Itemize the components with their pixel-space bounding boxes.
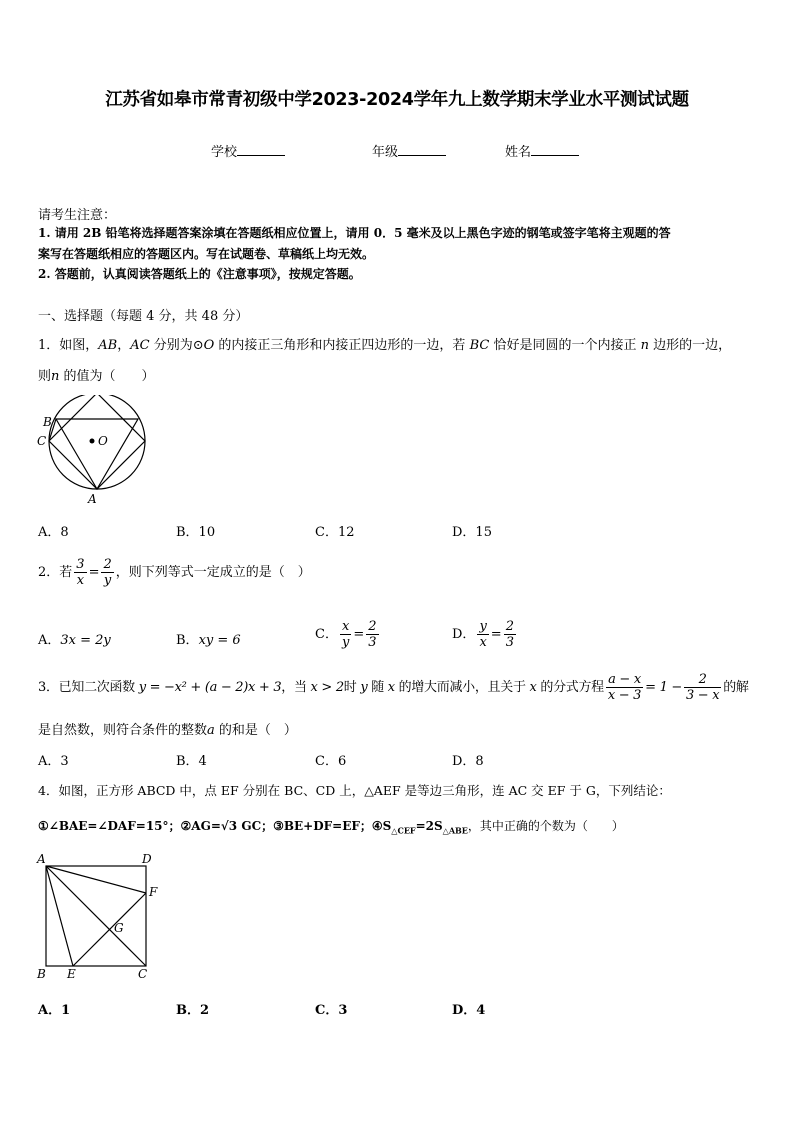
q1-option-d[interactable]: D．15 (452, 525, 492, 540)
q1-circle-figure (34, 395, 164, 507)
q4-option-c[interactable]: C．3 (315, 1003, 348, 1018)
label-b: B (37, 967, 46, 981)
q2-option-b[interactable]: B．xy = 6 (176, 633, 241, 648)
diagonal-ac (46, 866, 146, 966)
q1-option-b[interactable]: B．10 (176, 525, 216, 540)
q4-option-b[interactable]: B．2 (176, 1003, 210, 1018)
notice-item-1a: 1. 请用 2B 铅笔将选择题答案涂填在答题纸相应位置上，请用 0．5 毫米及以上黑色字迹的钢笔或签字笔将主观题的答 (38, 226, 671, 240)
notice-item-1b: 案写在答题纸相应的答题区内。写在试题卷、草稿纸上均无效。 (38, 247, 375, 261)
q3-stem-line2: 是自然数，则符合条件的整数a 的和是（ ） (38, 723, 297, 738)
label-c: C (37, 434, 47, 448)
label-d: D (142, 852, 152, 866)
q2-option-c[interactable]: C． $\frac{x}{y}$ = $\frac{2}{3}$ (315, 619, 377, 650)
label-g: G (114, 921, 124, 935)
label-o: O (98, 434, 108, 448)
q2-option-d[interactable]: D． $\frac{y}{x}$ = $\frac{2}{3}$ (452, 619, 514, 650)
q4-option-d[interactable]: D．4 (452, 1003, 486, 1018)
label-a: A (37, 852, 46, 866)
q1-stem-line2: 则n 的值为（ ） (38, 369, 155, 384)
q2-option-a[interactable]: A．3x = 2y (38, 633, 111, 648)
q1-option-c[interactable]: C．12 (315, 525, 355, 540)
q1-option-a[interactable]: A．8 (38, 525, 69, 540)
name-label: 姓名 (505, 145, 532, 160)
label-c: C (138, 967, 148, 981)
q4-option-a[interactable]: A．1 (38, 1003, 71, 1018)
label-b: B (43, 415, 52, 429)
section-heading: 一、选择题（每题 4 分，共 48 分） (38, 309, 249, 324)
notice-heading: 请考生注意： (38, 208, 117, 223)
q1-stem-line1: 1．如图，AB，AC 分别为⊙O 的内接正三角形和内接正四边形的一边，若 BC 恰好是同圆的一个内接正 n 边形的一边， (38, 338, 732, 353)
q3-option-a[interactable]: A．3 (38, 754, 69, 769)
school-field[interactable] (211, 141, 285, 160)
q2-stem: 2．若 $\frac{3}{x}$ = $\frac{2}{y}$ ，则下列等式一定成立的是（ ） (38, 557, 311, 588)
name-field[interactable] (505, 141, 579, 160)
center-point (90, 439, 95, 444)
q3-option-b[interactable]: B．4 (176, 754, 207, 769)
inscribed-triangle (56, 419, 138, 489)
grade-field[interactable] (372, 141, 446, 160)
label-a: A (88, 492, 97, 506)
q3-option-c[interactable]: C．6 (315, 754, 347, 769)
label-f: F (149, 885, 158, 899)
label-e: E (67, 967, 76, 981)
grade-label: 年级 (372, 145, 399, 160)
q3-stem-line1: 3．已知二次函数 y = −x² + (a − 2)x + 3，当 x > 2时 y 随 x 的增大而减小，且关于 x 的分式方程 $\frac{a - x}{x - 3}$ = 1 − $\frac{2}{3 - x}$ 的解 (38, 672, 749, 703)
q4-stem-line1: 4．如图，正方形 ABCD 中，点 EF 分别在 BC、CD 上，△AEF 是等边三角形，连 AC 交 EF 于 G，下列结论： (38, 783, 671, 798)
q3-option-d[interactable]: D．8 (452, 754, 484, 769)
circle-o (49, 395, 145, 489)
page-title: 江苏省如皋市常青初级中学2023-2024学年九上数学期末学业水平测试试题 (105, 90, 689, 110)
school-label: 学校 (211, 145, 238, 160)
q4-square-figure (34, 850, 164, 985)
notice-item-2: 2. 答题前，认真阅读答题纸上的《注意事项》，按规定答题。 (38, 267, 361, 281)
q4-stem-line2: ①∠BAE=∠DAF=15°；②AG=√3 GC；③BE+DF=EF；$④S_{\triangle CEF}=2S_{\triangle ABE}$，其中正确的个数为（ ） (38, 819, 624, 836)
